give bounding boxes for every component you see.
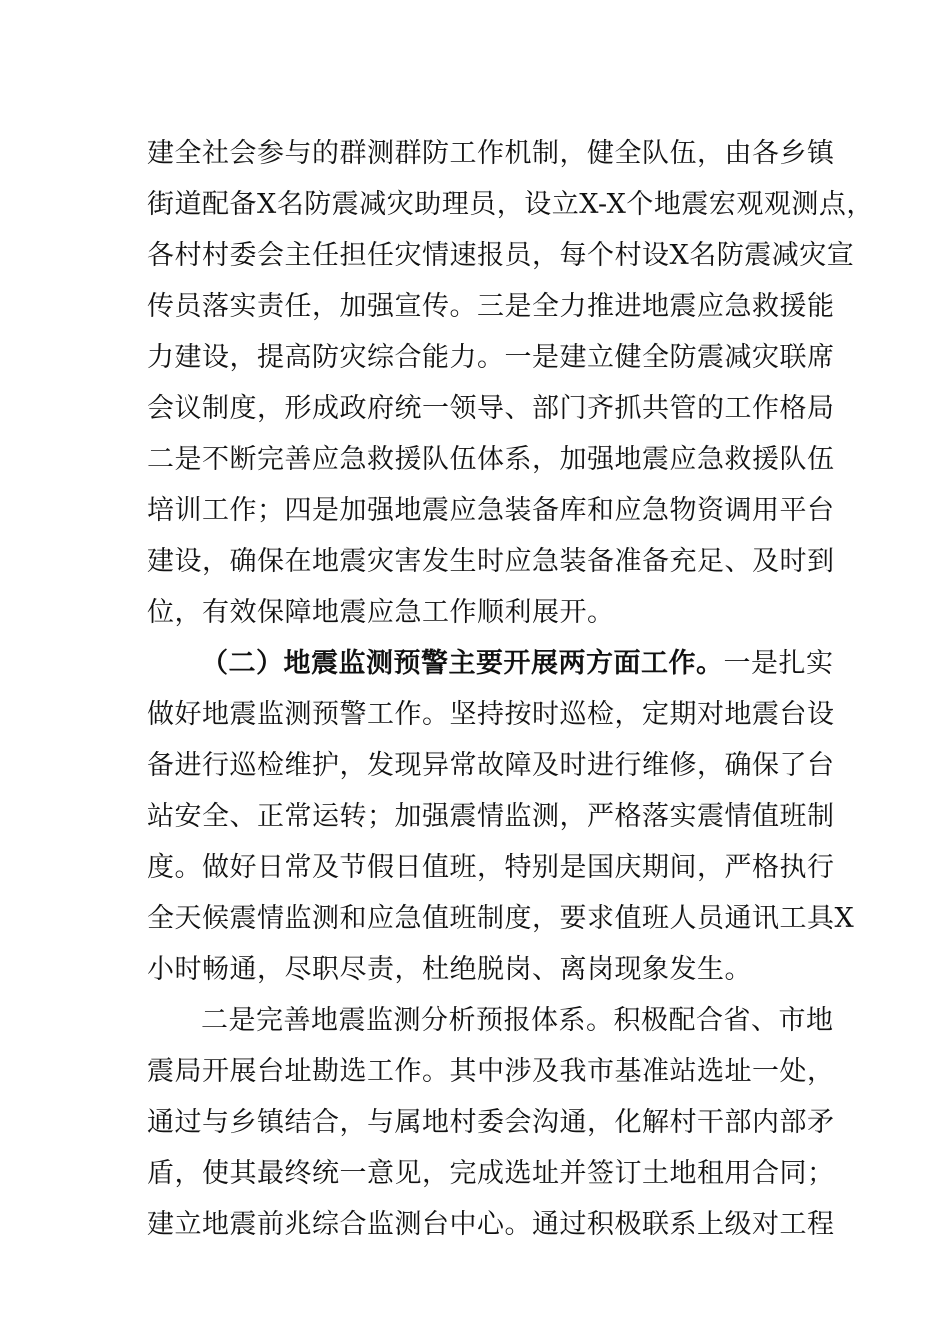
body-text-line: 力建设，提高防灾综合能力。一是建立健全防震减灾联席 bbox=[147, 342, 835, 373]
body-text-line: 站安全、正常运转；加强震情监测，严格落实震情值班制 bbox=[147, 801, 835, 832]
section-heading-line-rest: 一是扎实 bbox=[723, 648, 834, 679]
body-text-line: 培训工作；四是加强地震应急装备库和应急物资调用平台 bbox=[147, 495, 835, 526]
paragraph-first-line: 二是完善地震监测分析预报体系。积极配合省、市地 bbox=[201, 1005, 834, 1036]
body-text-line: 会议制度，形成政府统一领导、部门齐抓共管的工作格局 bbox=[147, 393, 835, 424]
body-text-line: 度。做好日常及节假日值班，特别是国庆期间，严格执行 bbox=[147, 852, 835, 883]
body-text-line: 位，有效保障地震应急工作顺利展开。 bbox=[147, 597, 615, 628]
body-text-line: 二是不断完善应急救援队伍体系，加强地震应急救援队伍 bbox=[147, 444, 835, 475]
section-heading-line bbox=[201, 647, 834, 681]
body-text-line: 做好地震监测预警工作。坚持按时巡检，定期对地震台设 bbox=[147, 699, 835, 730]
body-text-line: 盾，使其最终统一意见，完成选址并签订土地租用合同； bbox=[147, 1158, 835, 1189]
body-text-line: 各村村委会主任担任灾情速报员，每个村设X名防震减灾宣 bbox=[147, 240, 855, 271]
body-text-line: 传员落实责任，加强宣传。三是全力推进地震应急救援能 bbox=[147, 291, 835, 322]
body-text-line: 震局开展台址勘选工作。其中涉及我市基准站选址一处， bbox=[147, 1056, 835, 1087]
body-text-line: 建全社会参与的群测群防工作机制，健全队伍，由各乡镇 bbox=[147, 138, 835, 169]
body-text-line: 通过与乡镇结合，与属地村委会沟通，化解村干部内部矛 bbox=[147, 1107, 835, 1138]
body-text-line: 建设，确保在地震灾害发生时应急装备准备充足、及时到 bbox=[147, 546, 835, 577]
body-text-line: 建立地震前兆综合监测台中心。通过积极联系上级对工程 bbox=[147, 1209, 835, 1240]
body-text-line: 全天候震情监测和应急值班制度，要求值班人员通讯工具X bbox=[147, 903, 855, 934]
body-text-line: 小时畅通，尽职尽责，杜绝脱岗、离岗现象发生。 bbox=[147, 954, 752, 985]
body-text-line: 备进行巡检维护，发现异常故障及时进行维修，确保了台 bbox=[147, 750, 835, 781]
body-text-line: 街道配备X名防震减灾助理员，设立X-X个地震宏观观测点， bbox=[147, 189, 874, 220]
section-heading: （二）地震监测预警主要开展两方面工作。 bbox=[201, 648, 724, 679]
